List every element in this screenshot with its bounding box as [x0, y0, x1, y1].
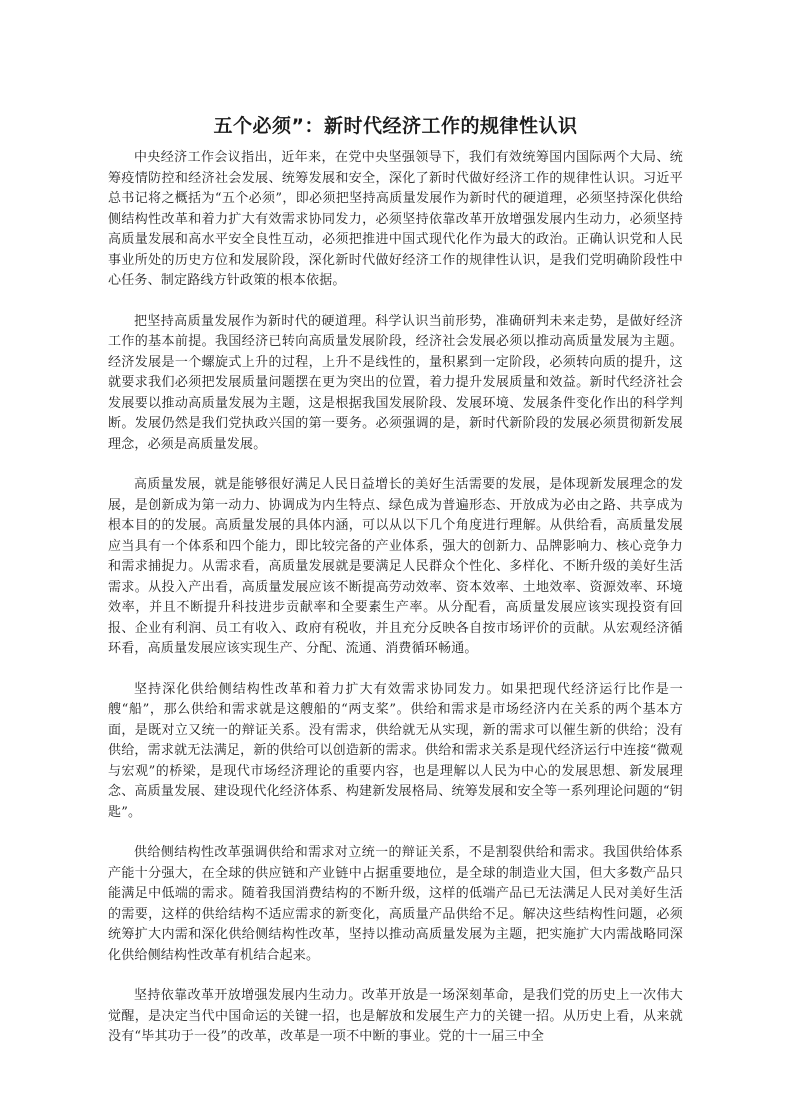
paragraph-intro: 中央经济工作会议指出，近年来，在党中央坚强领导下，我们有效统筹国内国际两个大局、统筹疫情防控和经济社会发展、统筹发展和安全，深化了新时代做好经济工作的规律性认识。习近平总书记将之概括为“五个必须”，即必须把坚持高质量发展作为新时代的硬道理，必须坚持深化供给侧结构性改革和着力扩大有效需求协同发力，必须坚持依靠改革开放增强发展内生动力，必须坚持高质量发展和高水平安全良性互动，必须把推进中国式现代化作为最大的政治。正确认识党和人民事业所处的历史方位和发展阶段，深化新时代做好经济工作的规律性认识，是我们党明确阶段性中心任务、制定路线方针政策的根本依据。 — [108, 150, 683, 288]
paragraph-high-quality-development: 把坚持高质量发展作为新时代的硬道理。科学认识当前形势，准确研判未来走势，是做好经济工作的基本前提。我国经济已转向高质量发展阶段，经济社会发展必须以推动高质量发展为主题。经济发展是一个螺旋式上升的过程，上升不是线性的，量积累到一定阶段，必须转向质的提升，这就要求我们必须把发展质量问题摆在更为突出的位置，着力提升发展质量和效益。新时代经济社会发展要以推动高质量发展为主题，这是根据我国发展阶段、发展环境、发展条件变化作出的科学判断。发展仍然是我们党执政兴国的第一要务。必须强调的是，新时代新阶段的发展必须贯彻新发展理念，必须是高质量发展。 — [108, 313, 683, 452]
document-page — [108, 112, 683, 1068]
paragraph-supply-demand: 坚持深化供给侧结构性改革和着力扩大有效需求协同发力。如果把现代经济运行比作是一艘“船”，那么供给和需求就是这艘船的“两支桨”。供给和需求是市场经济内在关系的两个基本方面，是既对立又统一的辩证关系。没有需求，供给就无从实现，新的需求可以催生新的供给；没有供给，需求就无法满足，新的供给可以创造新的需求。供给和需求关系是现代经济运行中连接“微观与宏观”的桥梁，是现代市场经济理论的重要内容，也是理解以人民为中心的发展思想、新发展理念、高质量发展、建设现代化经济体系、构建新发展格局、统筹发展和安全等一系列理论问题的“钥匙”。 — [108, 681, 683, 820]
paragraph-supply-side-reform: 供给侧结构性改革强调供给和需求对立统一的辩证关系，不是割裂供给和需求。我国供给体系产能十分强大，在全球的供应链和产业链中占据重要地位，是全球的制造业大国，但大多数产品只能满足中低端的需求。随着我国消费结构的不断升级，这样的低端产品已无法满足人民对美好生活的需要，这样的供给结构不适应需求的新变化，高质量产品供给不足。解决这些结构性问题，必须统筹扩大内需和深化供给侧结构性改革，坚持以推动高质量发展为主题，把实施扩大内需战略同深化供给侧结构性改革有机结合起来。 — [108, 845, 683, 963]
document-title: 五个必须”：新时代经济工作的规律性认识 — [213, 115, 578, 137]
paragraph-high-quality-meaning: 高质量发展，就是能够很好满足人民日益增长的美好生活需要的发展，是体现新发展理念的发展，是创新成为第一动力、协调成为内生特点、绿色成为普遍形态、开放成为必由之路、共享成为根本目的的发展。高质量发展的具体内涵，可以从以下几个角度进行理解。从供给看，高质量发展应当具有一个体系和四个能力，即比较完备的产业体系，强大的创新力、品牌影响力、核心竞争力和需求捕捉力。从需求看，高质量发展就是要满足人民群众个性化、多样化、不断升级的美好生活需求。从投入产出看，高质量发展应该不断提高劳动效率、资本效率、土地效率、资源效率、环境效率，并且不断提升科技进步贡献率和全要素生产率。从分配看，高质量发展应该实现投资有回报、企业有利润、员工有收入、政府有税收，并且充分反映各自按市场评价的贡献。从宏观经济循环看，高质量发展应该实现生产、分配、流通、消费循环畅通。 — [108, 477, 683, 656]
paragraph-reform-opening: 坚持依靠改革开放增强发展内生动力。改革开放是一场深刻革命，是我们党的历史上一次伟大觉醒，是决定当代中国命运的关键一招，也是解放和发展生产力的关键一招。从历史上看，从来就没有“毕其功于一役”的改革，改革是一项不中断的事业。党的十一届三中全 — [108, 988, 683, 1044]
